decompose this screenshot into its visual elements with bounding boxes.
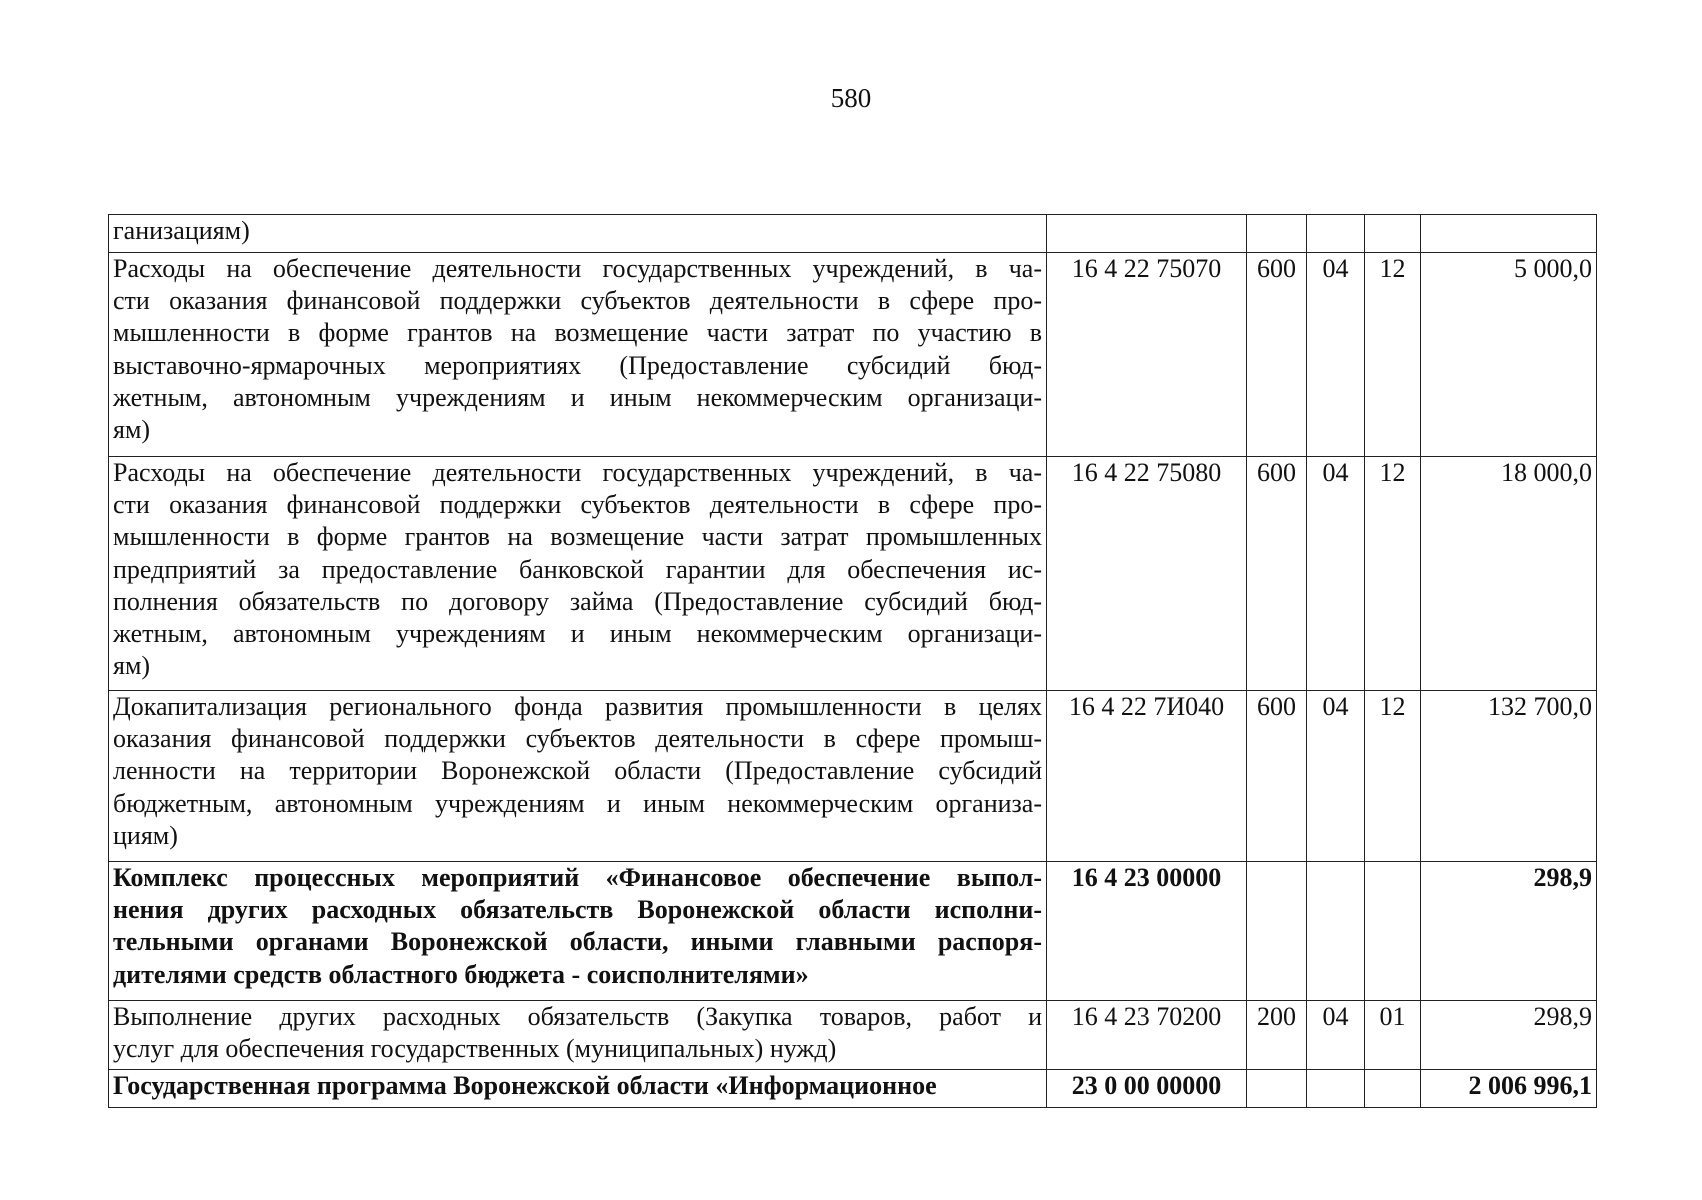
row-description	[109, 691, 1047, 862]
description-line: бюджетным, автономным учреждениям и иным некоммерческим организа-	[113, 788, 1042, 818]
description-line: полнения обязательств по договору займа (Предоставление субсидий бюд-	[113, 586, 1042, 616]
amount	[1421, 215, 1597, 253]
subsection-code	[1365, 862, 1421, 1001]
description-line: тельными органами Воронежской области, иными главными распоря-	[113, 927, 1042, 957]
description-line: мышленности в форме грантов на возмещение части затрат промышленных	[113, 522, 1042, 552]
table-row	[109, 253, 1597, 457]
description-line: циям)	[113, 820, 178, 850]
subsection-code	[1365, 1070, 1421, 1108]
description-line: выставочно-ярмарочных мероприятиях (Предоставление субсидий бюд-	[113, 350, 1042, 380]
section-code: 04	[1307, 691, 1365, 862]
target-article-code: 16 4 22 75070	[1047, 253, 1247, 457]
expense-type	[1247, 862, 1307, 1001]
subsection-code: 01	[1365, 1001, 1421, 1070]
section-code	[1307, 215, 1365, 253]
table-row	[109, 862, 1597, 1001]
section-code	[1307, 1070, 1365, 1108]
expense-type: 600	[1247, 691, 1307, 862]
target-article-code: 16 4 22 75080	[1047, 457, 1247, 691]
description-line: Государственная программа Воронежской области «Информационное	[113, 1071, 937, 1100]
expense-type: 600	[1247, 253, 1307, 457]
description-line: Комплекс процессных мероприятий «Финансовое обеспечение выпол-	[113, 863, 1042, 892]
description-line: предприятий за предоставление банковской гарантии для обеспечения ис-	[113, 554, 1042, 584]
budget-table	[108, 214, 1597, 1108]
description-line: Выполнение других расходных обязательств (Закупка товаров, работ и	[113, 1002, 1042, 1031]
description-line: Докапитализация регионального фонда развития промышленности в целях	[113, 692, 1042, 721]
target-article-code	[1047, 215, 1247, 253]
description-line: оказания финансовой поддержки субъектов деятельности в сфере промыш-	[113, 724, 1042, 754]
description-line: ям)	[113, 415, 151, 445]
budget-table-body	[109, 215, 1597, 1108]
subsection-code: 12	[1365, 457, 1421, 691]
section-code: 04	[1307, 457, 1365, 691]
page-number: 580	[830, 83, 872, 113]
row-description	[109, 862, 1047, 1001]
description-line: дителями средств областного бюджета - соисполнителями»	[113, 959, 809, 989]
amount: 2 006 996,1	[1421, 1070, 1597, 1108]
description-line: сти оказания финансовой поддержки субъектов деятельности в сфере про-	[113, 286, 1042, 316]
row-description	[109, 253, 1047, 457]
amount: 5 000,0	[1421, 253, 1597, 457]
amount: 298,9	[1421, 862, 1597, 1001]
expense-type: 200	[1247, 1001, 1307, 1070]
description-line: ям)	[113, 651, 151, 681]
amount: 18 000,0	[1421, 457, 1597, 691]
target-article-code: 23 0 00 00000	[1047, 1070, 1247, 1108]
subsection-code	[1365, 215, 1421, 253]
section-code: 04	[1307, 253, 1365, 457]
target-article-code: 16 4 23 00000	[1047, 862, 1247, 1001]
table-row	[109, 457, 1597, 691]
section-code: 04	[1307, 1001, 1365, 1070]
description-line: ганизациям)	[113, 216, 250, 245]
description-line: сти оказания финансовой поддержки субъектов деятельности в сфере про-	[113, 490, 1042, 520]
table-row	[109, 1070, 1597, 1108]
subsection-code: 12	[1365, 253, 1421, 457]
description-line: услуг для обеспечения государственных (муниципальных) нужд)	[113, 1034, 837, 1064]
expense-type	[1247, 1070, 1307, 1108]
description-line: жетным, автономным учреждениям и иным некоммерческим организаци-	[113, 619, 1042, 649]
description-line: нения других расходных обязательств Воронежской области исполни-	[113, 895, 1042, 925]
subsection-code: 12	[1365, 691, 1421, 862]
table-row	[109, 215, 1597, 253]
row-description	[109, 1001, 1047, 1070]
description-line: ленности на территории Воронежской области (Предоставление субсидий	[113, 756, 1042, 786]
target-article-code: 16 4 23 70200	[1047, 1001, 1247, 1070]
amount: 298,9	[1421, 1001, 1597, 1070]
expense-type: 600	[1247, 457, 1307, 691]
amount: 132 700,0	[1421, 691, 1597, 862]
description-line: мышленности в форме грантов на возмещение части затрат по участию в	[113, 318, 1042, 348]
description-line: жетным, автономным учреждениям и иным некоммерческим организаци-	[113, 382, 1042, 412]
table-row	[109, 1001, 1597, 1070]
row-description	[109, 1070, 1047, 1108]
table-row	[109, 691, 1597, 862]
row-description	[109, 215, 1047, 253]
expense-type	[1247, 215, 1307, 253]
description-line: Расходы на обеспечение деятельности государственных учреждений, в ча-	[113, 458, 1042, 487]
description-line: Расходы на обеспечение деятельности государственных учреждений, в ча-	[113, 254, 1042, 283]
row-description	[109, 457, 1047, 691]
target-article-code: 16 4 22 7И040	[1047, 691, 1247, 862]
section-code	[1307, 862, 1365, 1001]
